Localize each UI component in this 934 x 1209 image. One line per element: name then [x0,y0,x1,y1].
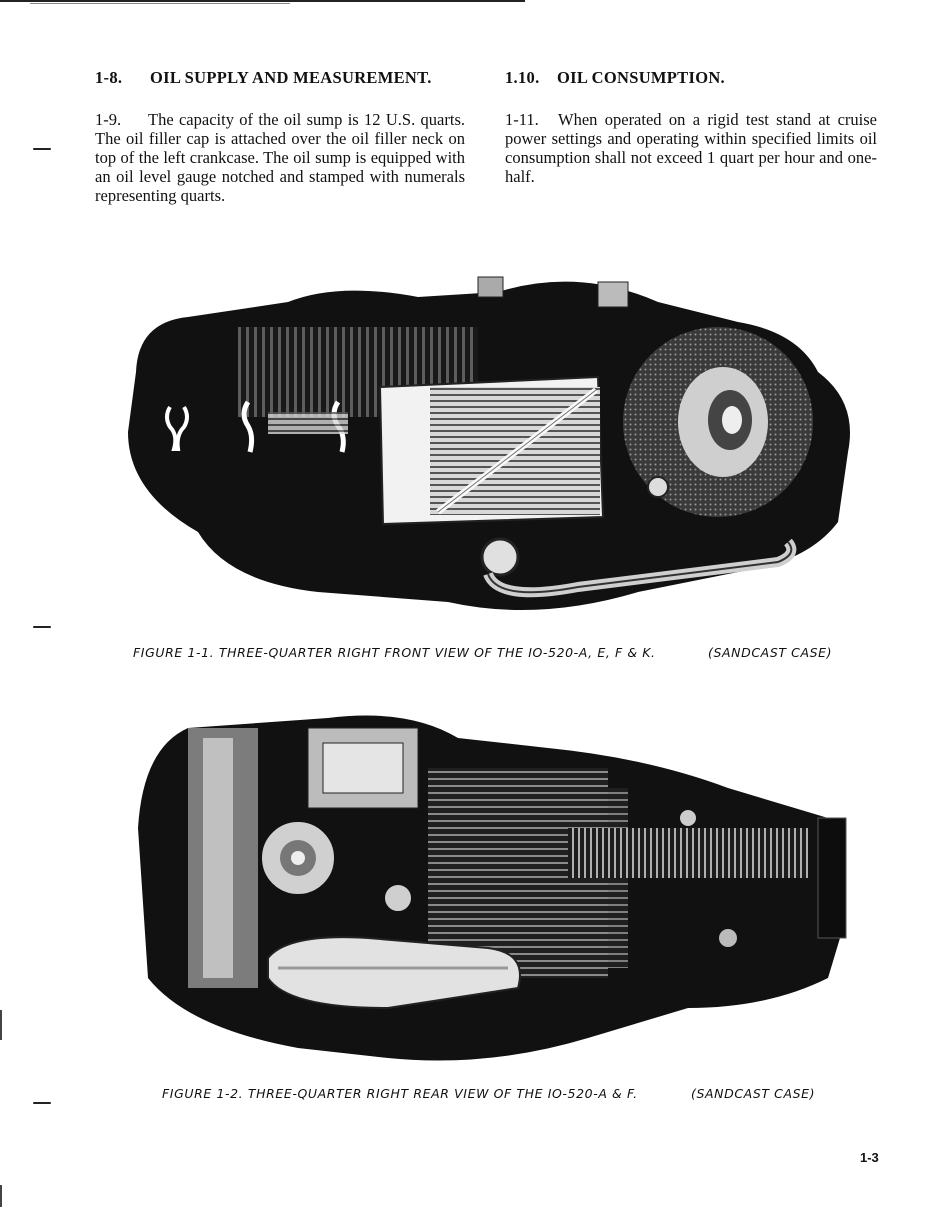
engine-photo-front-three-quarter [118,262,860,622]
figure-caption [133,645,833,660]
binder-mark [33,1102,51,1104]
page-edge-mark [0,1010,2,1040]
paragraph-text: When operated on a rigid test stand at cruise power settings and operating within specified limits oil consumption shall not exceed 1 quart per hour and one-half. [505,110,877,186]
figure-caption [162,1086,816,1101]
page-number: 1-3 [860,1150,879,1165]
heading-text: OIL SUPPLY AND MEASUREMENT. [150,68,432,87]
heading-number: 1-8. [95,68,123,87]
page-edge-mark [0,1185,2,1207]
engine-photo-rear-three-quarter [128,708,850,1070]
heading-text: OIL CONSUMPTION. [557,68,725,87]
paragraph [505,110,877,186]
paragraph [95,110,465,205]
section-oil-supply [95,68,465,205]
heading-number: 1.10. [505,68,540,87]
top-rule [0,0,525,2]
binder-mark [33,148,51,150]
section-heading [505,68,877,87]
figure-case-note: (SANDCAST CASE) [708,645,833,660]
paragraph-number: 1-11. [505,110,539,129]
figure-caption-text: FIGURE 1-2. THREE-QUARTER RIGHT REAR VIEW OF THE IO-520-A & F. [162,1086,638,1101]
paragraph-number: 1-9. [95,110,122,129]
section-oil-consumption [505,68,877,186]
top-rule-secondary [30,3,290,4]
binder-mark [33,626,51,628]
figure-caption-text: FIGURE 1-1. THREE-QUARTER RIGHT FRONT VIEW OF THE IO-520-A, E, F & K. [133,645,656,660]
section-heading [95,68,465,87]
paragraph-text: The capacity of the oil sump is 12 U.S. quarts. The oil filler cap is attached over the oil filler neck on top of the left crankcase. The oil sump is equipped with an oil level gauge notched and stamped with numerals representing quarts. [95,110,465,205]
figure-case-note: (SANDCAST CASE) [691,1086,816,1101]
